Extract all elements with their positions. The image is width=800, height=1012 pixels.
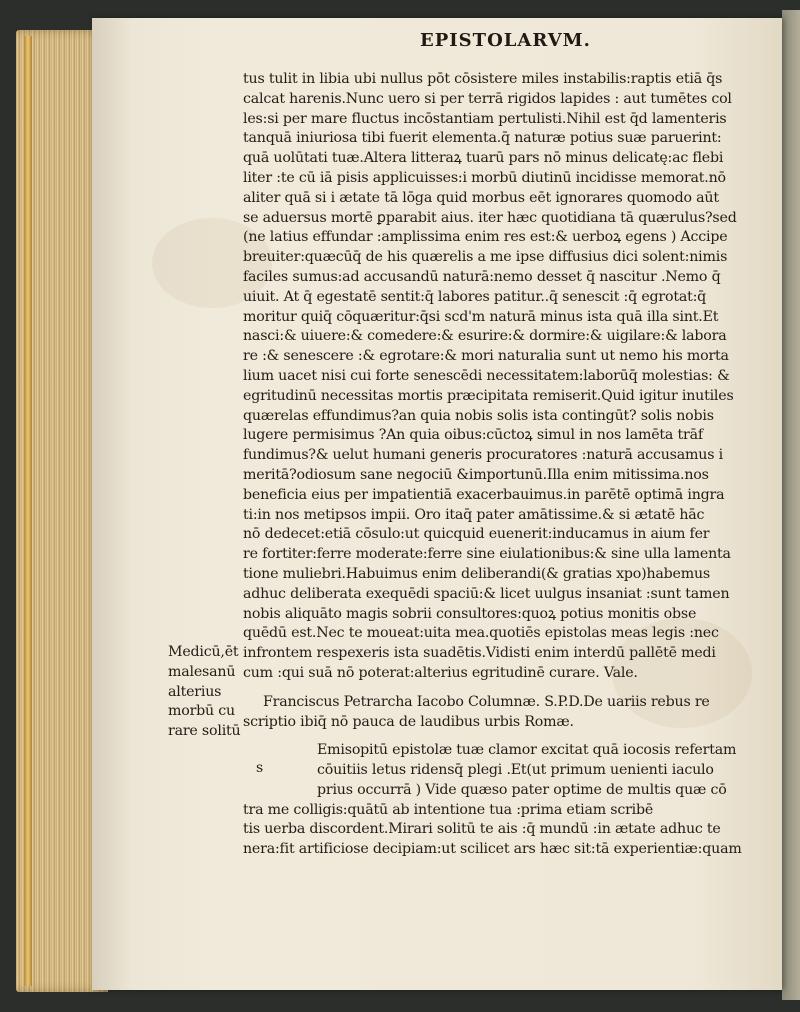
text-line: breuiter:quæcūq̄ de his quærelis a me ipse diffusius dici solent:nimis: [243, 249, 728, 266]
text-line: se aduersus mortē ꝑparabit aius. iter hæc quotidiana tā quærulus?sed: [243, 209, 737, 226]
text-line: faciles sumus:ad accusandū naturā:nemo desset q̄ nascitur .Nemo q̄: [243, 268, 721, 285]
text-line: lium uacet nisi cui forte senescēdi necessitatem:laborūq̄ molestias: &: [243, 367, 730, 384]
text-line: beneficia eius per impatientiā exacerbauimus.in parētē optimā ingra: [243, 486, 725, 503]
marginal-line: Medicū,ēt: [168, 644, 239, 660]
text-line: tanquā iniuriosa tibi fuerit elementa.q̄ naturæ potius suæ paruerint:: [243, 130, 722, 147]
text-line: cōuitiis letus ridensq̄ plegi .Et(ut primum uenienti iaculo: [317, 762, 714, 779]
text-line: quā uolūtati tuæ.Altera litteraꝝ tuarū pars nō minus delicatę:ac flebi: [243, 150, 724, 167]
text-line: quærelas effundimus?an quia nobis solis ista contingūt? solis nobis: [243, 407, 714, 424]
text-line: tione muliebri.Habuimus enim deliberandi(& gratias xpo)habemus: [243, 565, 711, 582]
marginal-note: [168, 643, 243, 742]
gilt-edge: [24, 36, 32, 986]
heading-line: scriptio ibiq̄ nō pauca de laudibus urbis Romæ.: [243, 713, 574, 730]
text-line: les:si per mare fluctus incōstantiam pertulisti.Nihil est q̄d lamenteris: [243, 110, 727, 127]
text-line: uiuit. At q̄ egestatē sentit:q̄ labores patitur..q̄ senescit :q̄ egrotat:q̄: [243, 288, 707, 305]
text-line: aliter quā si i ætate tā lōga quid morbus eēt ignorares quomodo aūt: [243, 189, 719, 206]
text-line: adhuc deliberata exequēdi spaciū:& licet uulgus insaniat :sunt tamen: [243, 585, 730, 602]
text-line: infrontem respexeris ista suadētis.Vidisti enim interdū pallētē medi: [243, 645, 716, 662]
text-line: nobis aliquāto magis sobrii consultores:quoꝝ potius monitis obse: [243, 605, 697, 622]
letter-body-2: [243, 741, 753, 860]
main-text: [243, 70, 753, 860]
text-line: re :& senescere :& egrotare:& mori naturalia sunt ut nemo his morta: [243, 348, 729, 365]
marginal-line: alterius: [168, 683, 222, 700]
text-line: Emisopitū epistolæ tuæ clamor excitat quā iocosis refertam: [317, 742, 737, 759]
heading-line: Franciscus Petrarcha Iacobo Columnæ. S.P.D.De uariis rebus re: [263, 693, 710, 710]
marginal-line: morbū cu: [168, 703, 235, 720]
letter-heading: [243, 693, 753, 733]
text-line: tus tulit in libia ubi nullus pōt cōsistere miles instabilis:raptis etiā q̄s: [243, 71, 723, 87]
text-line: nera:fit artificiose decipiam:ut scilicet ars hæc sit:tā experientiæ:quam: [243, 841, 742, 858]
text-line: cum :qui suā nō poterat:alterius egritudinē curare. Vale.: [243, 664, 638, 681]
text-line: tra me colligis:quātū ab intentione tua :prima etiam scribē: [243, 801, 654, 818]
text-line: fundimus?& uelut humani generis procuratores :naturā accusamus i: [243, 447, 723, 464]
text-line: moritur quiq̄ cōquæritur:q̄si scd'm naturā minus ista quā illa sint.Et: [243, 308, 719, 325]
text-line: prius occurrā ) Vide quæso pater optime de multis quæ cō: [317, 781, 727, 798]
text-line: liter :te cū iā pisis applicuisses:i morbū diutinū incidisse memorat.nō: [243, 169, 726, 186]
marginal-line: malesanū: [168, 663, 236, 680]
text-line: meritā?odiosum sane negociū &importunū.Illa enim mitissima.nos: [243, 466, 709, 483]
marginal-line: rare solitū: [168, 723, 241, 740]
letter-body-1: [243, 70, 753, 684]
signature-mark: s: [256, 760, 264, 776]
text-line: calcat harenis.Nunc uero si per terrā rigidos lapides : aut tumētes col: [243, 90, 732, 107]
text-line: nasci:& uiuere:& comedere:& esurire:& dormire:& uigilare:& labora: [243, 328, 727, 345]
text-line: lugere permisimus ?An quia oibus:cūctoꝝ simul in nos lamēta trāf: [243, 427, 703, 444]
text-line: re fortiter:ferre moderate:ferre sine eiulationibus:& sine ulla lamenta: [243, 546, 731, 563]
facing-page-edge: [782, 10, 800, 1000]
text-line: tis uerba discordent.Mirari solitū te ais :q̄ mundū :in ætate adhuc te: [243, 821, 721, 838]
text-line: (ne latius effundar :amplissima enim res est:& uerboꝝ egens ) Accipe: [243, 229, 728, 246]
text-line: quēdū est.Nec te moueat:uita mea.quotiēs epistolas meas legis :nec: [243, 625, 719, 642]
text-line: egritudinū necessitas mortis præcipitata remiserit.Quid igitur inutiles: [243, 387, 734, 404]
text-line: ti:in nos metipsos impii. Oro itaq̄ pater amātissime.& si ætatē hāc: [243, 506, 705, 523]
text-line: nō dedecet:etiā cōsulo:ut quicquid euenerit:inducamus in aium fer: [243, 526, 710, 543]
running-head: EPISTOLARVM.: [420, 30, 591, 51]
